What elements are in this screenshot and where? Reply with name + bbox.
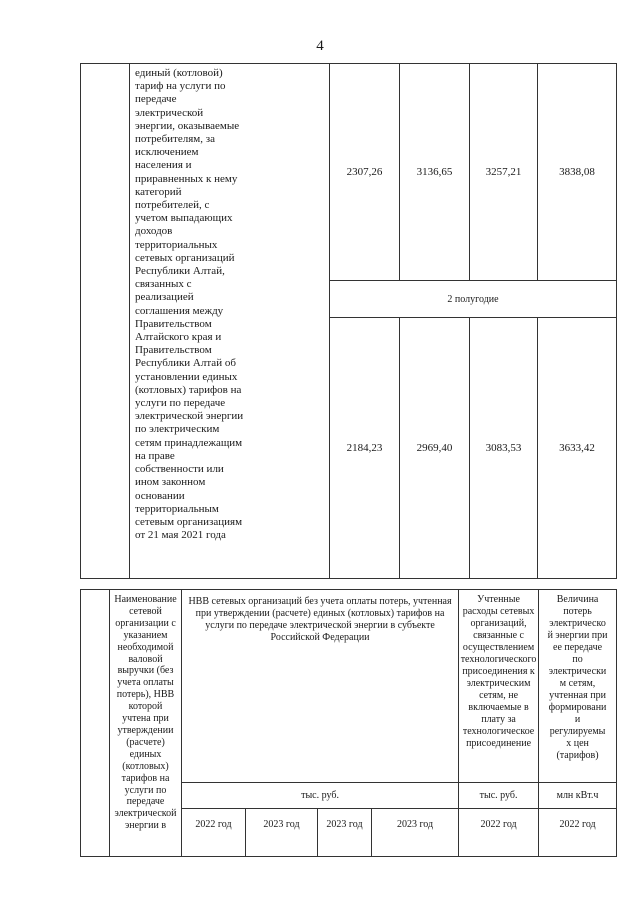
unit-cell: тыс. руб. xyxy=(459,783,539,809)
row-number-cell xyxy=(81,590,110,857)
value-cell: 2307,26 xyxy=(330,64,400,281)
losses-header: Величина потерь электрическо й энергии при ее передаче по электрически м сетям, учтенная при формировани и регулируемы х цен (тарифов) xyxy=(539,590,617,783)
value-cell: 3257,21 xyxy=(470,64,538,281)
nvv-header-table xyxy=(80,589,617,857)
page-number: 4 xyxy=(316,38,324,54)
half-year-label: 2 полугодие xyxy=(330,281,617,318)
value-cell: 3633,42 xyxy=(538,318,617,579)
year-cell: 2023 год xyxy=(372,809,459,857)
year-cell: 2022 год xyxy=(182,809,246,857)
tariff-table-continued xyxy=(80,63,617,579)
year-cell: 2022 год xyxy=(459,809,539,857)
year-cell: 2023 год xyxy=(246,809,318,857)
organization-name-header: Наименование сетевой организации с указанием необходимой валовой выручки (без учета оплаты потерь), НВВ которой учтена при утверждении (расчете) единых (котловых) тарифов на услуги по передаче электрической энергии в xyxy=(110,590,182,857)
expenses-header: Учтенные расходы сетевых организаций, связанные с осуществлением технологического присоединения к электрическим сетям, не включаемые в плату за технологическое присоединение xyxy=(459,590,539,783)
nvv-header: НВВ сетевых организаций без учета оплаты потерь, учтенная при утверждении (расчете) единых (котловых) тарифов на услуги по передаче электрической энергии в субъекте Российской Федерации xyxy=(182,590,459,783)
value-cell: 3083,53 xyxy=(470,318,538,579)
year-cell: 2023 год xyxy=(318,809,372,857)
value-cell: 3838,08 xyxy=(538,64,617,281)
tariff-description: единый (котловой) тариф на услуги по передаче электрической энергии, оказываемые потребителям, за исключением населения и приравненных к нему категорий потребителей, с учетом выпадающих доходов территориальных сетевых организаций Республики Алтай, связанных с реализацией соглашения между Правительством Алтайского края и Правительством Республики Алтай об установлении единых (котловых) тарифов на услуги по передаче электрической энергии по электрическим сетям принадлежащим на праве собственности или ином законном основании территориальным сетевым организациям от 21 мая 2021 года xyxy=(130,64,330,579)
value-cell: 2184,23 xyxy=(330,318,400,579)
year-cell: 2022 год xyxy=(539,809,617,857)
unit-cell: тыс. руб. xyxy=(182,783,459,809)
row-number-cell xyxy=(81,64,130,579)
value-cell: 2969,40 xyxy=(400,318,470,579)
value-cell: 3136,65 xyxy=(400,64,470,281)
unit-cell: млн кВт.ч xyxy=(539,783,617,809)
